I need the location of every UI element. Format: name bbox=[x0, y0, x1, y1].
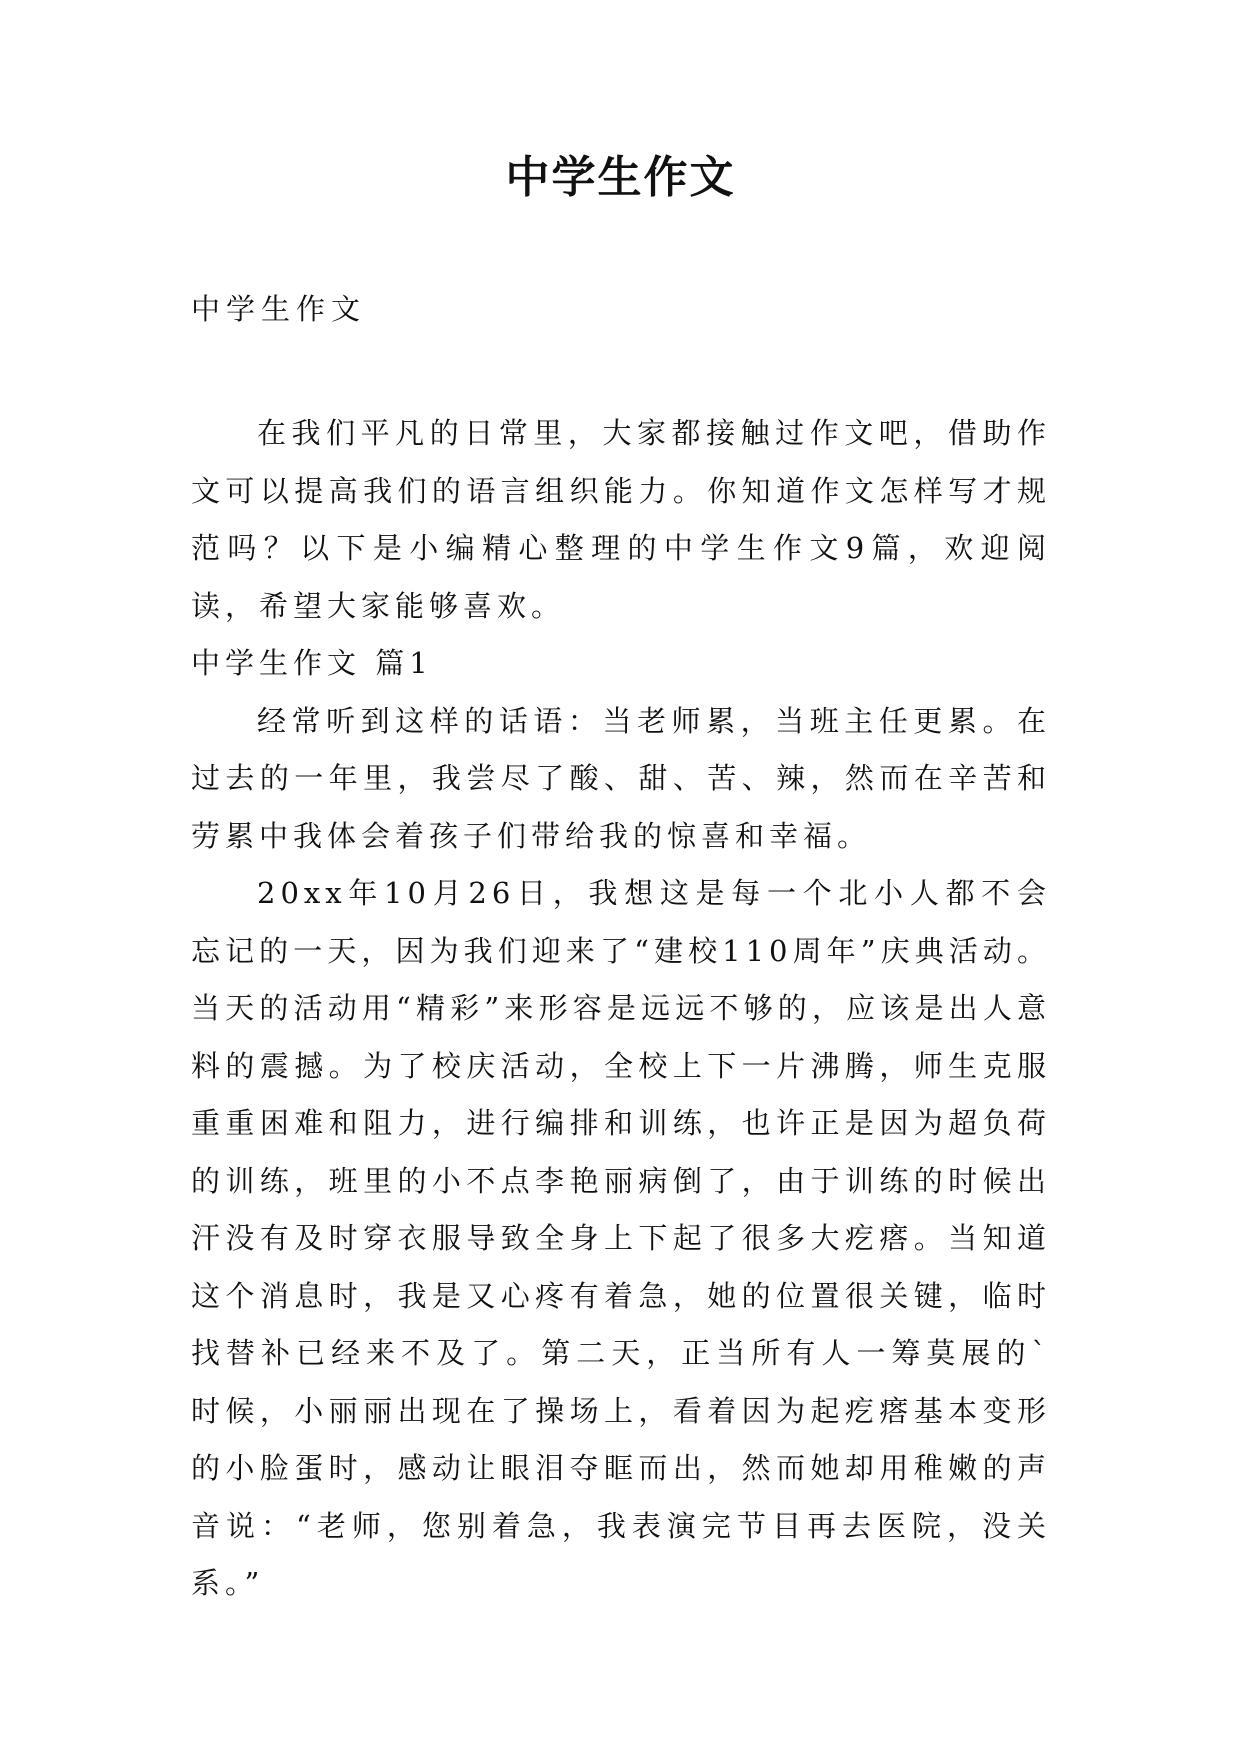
intro-paragraph: 在我们平凡的日常里，大家都接触过作文吧，借助作文可以提高我们的语言组织能力。你知道作文怎样写才规范吗？以下是小编精心整理的中学生作文9篇，欢迎阅读，希望大家能够喜欢。 bbox=[191, 416, 1051, 623]
document-title: 中学生作文 bbox=[505, 152, 736, 203]
body-paragraph: 20xx年10月26日，我想这是每一个北小人都不会忘记的一天，因为我们迎来了“建校110周年”庆典活动。当天的活动用“精彩”来形容是远远不够的，应该是出人意料的震撼。为了校庆活动，全校上下一片沸腾，师生克服重重困难和阻力，进行编排和训练，也许正是因为超负荷的训练，班里的小不点李艳丽病倒了，由于训练的时候出汗没有及时穿衣服导致全身上下起了很多大疙瘩。当知道这个消息时，我是又心疼有着急，她的位置很关键，临时找替补已经来不及了。第二天，正当所有人一筹莫展的`时候，小丽丽出现在了操场上，看着因为起疙瘩基本变形的小脸蛋时，感动让眼泪夺眶而出，然而她却用稚嫩的声音说：“老师，您别着急，我表演完节目再去医院，没关系。” bbox=[191, 876, 1051, 1600]
document-subtitle: 中学生作文 bbox=[191, 292, 367, 326]
body-paragraph: 经常听到这样的话语：当老师累，当班主任更累。在过去的一年里，我尝尽了酸、甜、苦、辣，然而在辛苦和劳累中我体会着孩子们带给我的惊喜和幸福。 bbox=[191, 703, 1051, 853]
section-heading: 中学生作文 篇1 bbox=[191, 646, 433, 680]
document-body bbox=[191, 405, 1051, 1613]
